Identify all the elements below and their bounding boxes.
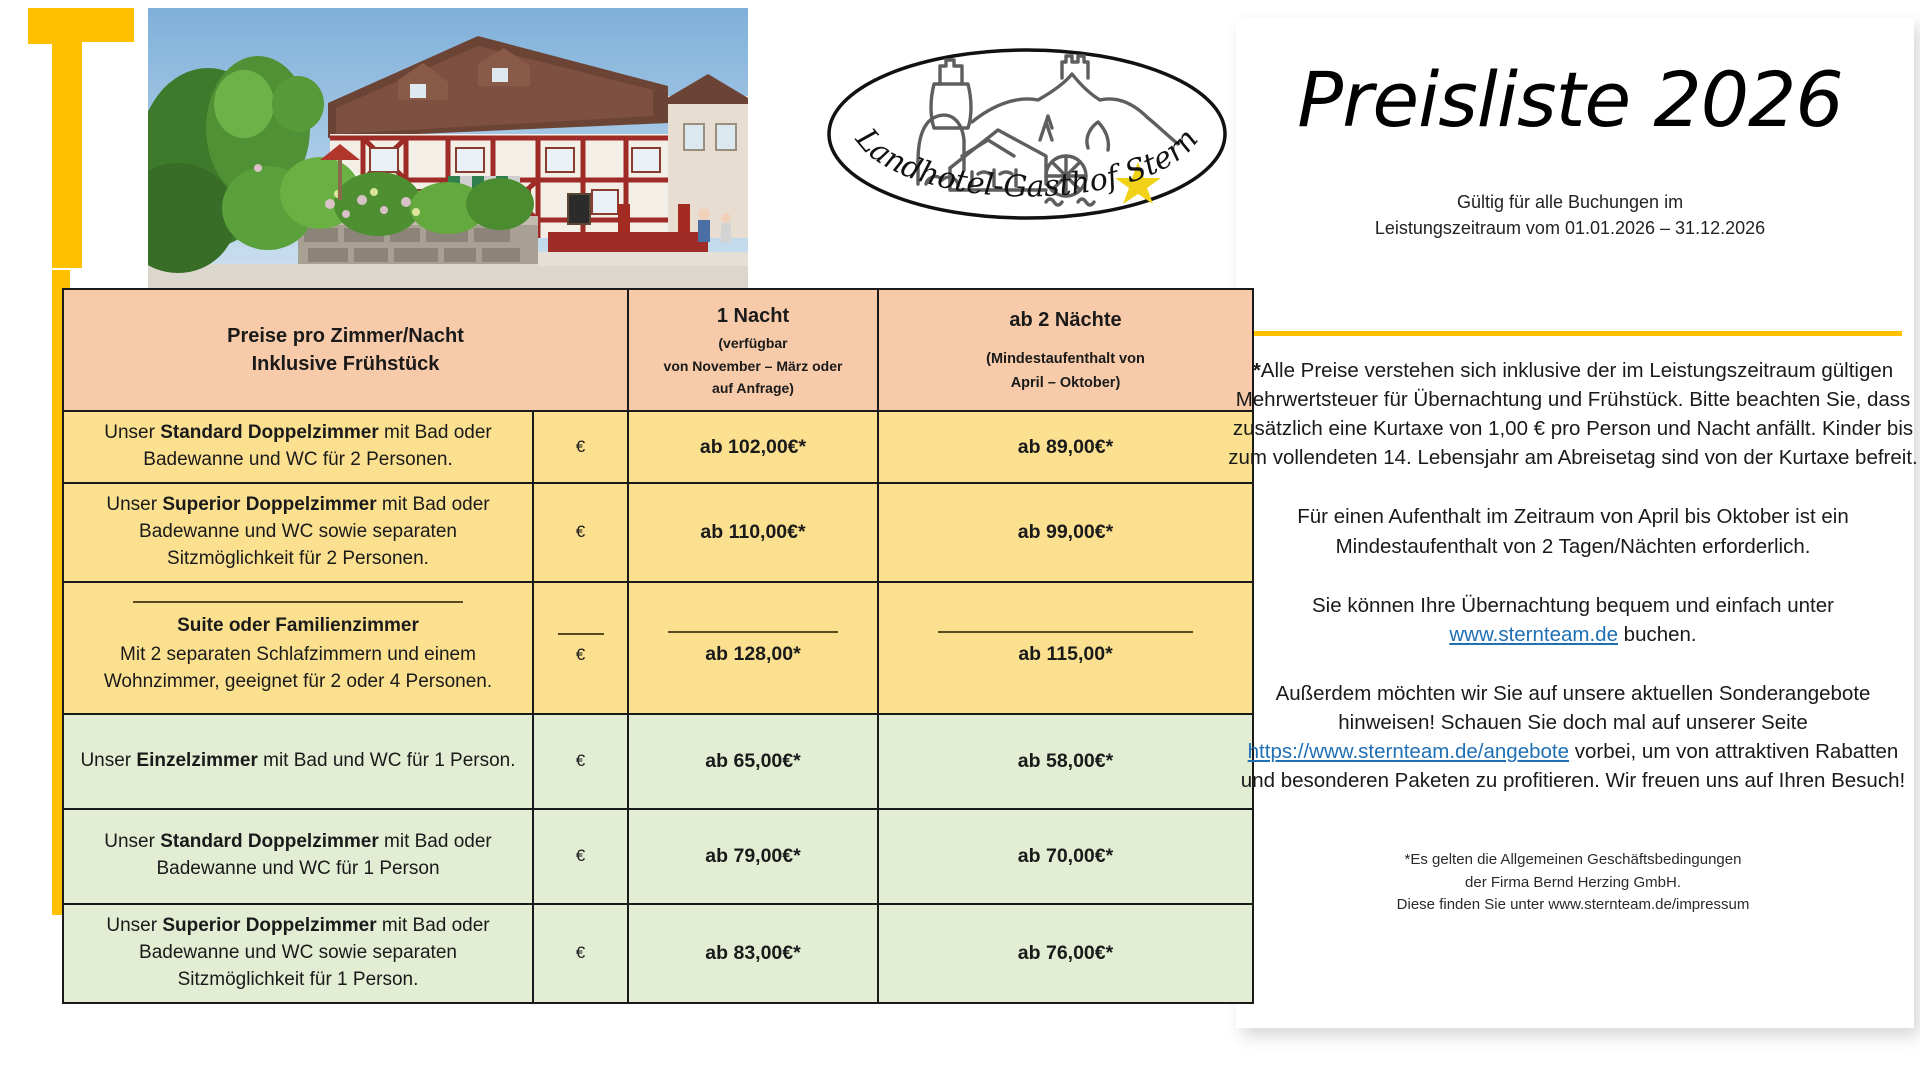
table-row: [63, 809, 1253, 904]
row-description: [63, 411, 533, 483]
note-paragraph-offers: [1228, 679, 1918, 795]
suite-separator-rule: [558, 633, 604, 635]
table-row: [63, 904, 1253, 1003]
desc-room-type: Superior Doppelzimmer: [162, 914, 377, 936]
fineprint-line-2: der Firma Bernd Herzing GmbH.: [1465, 873, 1681, 891]
hotel-photo: [148, 8, 748, 288]
row-price-one-night: ab 83,00€*: [628, 904, 878, 1003]
landhotel-gasthof-stern-logo: [822, 44, 1232, 224]
table-row: [63, 483, 1253, 582]
row-description: [63, 809, 533, 904]
currency-symbol: €: [575, 644, 586, 664]
row-price-two-nights: ab 99,00€*: [878, 483, 1253, 582]
row-currency: €: [533, 411, 628, 483]
desc-suffix: mit Bad oder Badewanne und WC sowie separaten Sitzmöglichkeit für 2 Personen.: [139, 494, 490, 569]
desc-room-type: Einzelzimmer: [136, 749, 258, 771]
page-title: Preisliste 2026: [1297, 55, 1843, 144]
desc-room-type: Standard Doppelzimmer: [160, 831, 379, 853]
booking-text-before: Sie können Ihre Übernachtung bequem und einfach unter: [1312, 593, 1834, 617]
header-one-night-sub-3: auf Anfrage): [712, 380, 794, 397]
row-price-one-night: ab 110,00€*: [628, 483, 878, 582]
fineprint-line-1: *Es gelten die Allgemeinen Geschäftsbedingungen: [1404, 851, 1742, 869]
price-table-body: [63, 411, 1253, 1003]
row-currency: €: [533, 904, 628, 1003]
desc-prefix: Unser: [106, 494, 163, 515]
row-currency: €: [533, 714, 628, 809]
offers-text-after: vorbei, um von attraktiven Rabatten und besonderen Paketen zu profitieren. Wir freuen uns auf Ihren Besuch!: [1240, 740, 1906, 793]
validity-line-1: Gültig für alle Buchungen im: [1456, 191, 1684, 212]
note-paragraph-minimum-stay: Für einen Aufenthalt im Zeitraum von April bis Oktober ist ein Mindestaufenthalt von 2 Tagen/Nächten erforderlich.: [1297, 505, 1849, 558]
table-row-suite: [63, 582, 1253, 714]
notes-panel: [1228, 356, 1918, 917]
price-table-head: [63, 289, 1253, 411]
accent-bar-left: [52, 8, 82, 268]
accent-notch: [82, 42, 142, 270]
desc-room-type: Standard Doppelzimmer: [160, 422, 379, 444]
angebote-website-link[interactable]: https://www.sternteam.de/angebote: [1247, 740, 1570, 764]
header-two-nights-title: ab 2 Nächte: [1009, 309, 1122, 332]
row-currency: €: [533, 483, 628, 582]
suite-separator-rule: [938, 631, 1193, 633]
header-one-night-sub-2: von November – März oder: [663, 357, 843, 374]
desc-prefix: Unser: [106, 914, 163, 936]
price-value: ab 128,00*: [705, 643, 801, 666]
header-desc-line-1: Preise pro Zimmer/Nacht: [227, 325, 464, 347]
row-price-one-night: ab 65,00€*: [628, 714, 878, 809]
table-header-row: [63, 289, 1253, 411]
row-currency: [533, 582, 628, 714]
suite-title: Suite oder Familienzimmer: [177, 615, 419, 637]
desc-suffix: mit Bad oder Badewanne und WC für 2 Personen.: [143, 422, 492, 470]
offers-text-before: Außerdem möchten wir Sie auf unsere aktuellen Sonderangebote hinweisen! Schauen Sie doch mal auf unserer Seite: [1275, 681, 1871, 734]
validity-line-2: Leistungszeitraum vom 01.01.2026 – 31.12.2026: [1374, 217, 1766, 238]
desc-suffix: mit Bad und WC für 1 Person.: [257, 749, 516, 771]
desc-prefix: Unser: [104, 422, 161, 444]
header-one-night-sub-1: (verfügbar: [718, 334, 788, 351]
desc-prefix: Unser: [80, 749, 137, 771]
row-description: [63, 582, 533, 714]
title-block: [1230, 55, 1910, 241]
desc-room-type: Superior Doppelzimmer: [162, 494, 377, 515]
booking-text-after: buchen.: [1617, 622, 1697, 646]
row-price-two-nights: [878, 582, 1253, 714]
sternteam-website-link[interactable]: www.sternteam.de: [1449, 622, 1618, 646]
fineprint-block: [1228, 849, 1918, 917]
validity-subtitle: [1230, 189, 1910, 241]
price-value: ab 115,00*: [1018, 643, 1113, 666]
note-paragraph-booking: [1228, 591, 1918, 649]
row-price-two-nights: ab 76,00€*: [878, 904, 1253, 1003]
row-description: [63, 483, 533, 582]
row-price-one-night: ab 102,00€*: [628, 411, 878, 483]
header-desc-line-2: Inklusive Frühstück: [251, 353, 440, 375]
desc-suffix: mit Bad oder Badewanne und WC sowie separaten Sitzmöglichkeit für 1 Person.: [139, 914, 490, 990]
row-price-one-night: [628, 582, 878, 714]
desc-suffix: mit Bad oder Badewanne und WC für 1 Person: [156, 831, 492, 880]
row-price-two-nights: ab 89,00€*: [878, 411, 1253, 483]
header-two-nights-sub-1: (Mindestaufenthalt von: [986, 351, 1145, 368]
suite-separator-rule: [668, 631, 838, 633]
header-cell-description: [63, 289, 628, 411]
header-one-night-title: 1 Nacht: [716, 304, 790, 327]
table-row: [63, 411, 1253, 483]
accent-rule-right: [1252, 331, 1902, 336]
note-prices-text: Alle Preise verstehen sich inklusive der im Leistungszeitraum gültigen Mehrwertsteuer für Übernachtung und Frühstück. Bitte beachten Sie, dass zusätzlich eine Kurtaxe von 1,00 € pro Person und Nacht anfällt. Kinder bis zum vollendeten 14. Lebensjahr am Abreisetag sind von der Kurtaxe befreit.: [1228, 359, 1918, 470]
note-paragraph-prices: [1228, 356, 1918, 472]
desc-prefix: Unser: [104, 831, 161, 853]
row-price-two-nights: ab 58,00€*: [878, 714, 1253, 809]
suite-separator-rule: [133, 601, 463, 603]
header-two-nights-sub-2: April – Oktober): [1010, 375, 1121, 391]
table-row: [63, 714, 1253, 809]
header-cell-two-nights: [878, 289, 1253, 411]
row-currency: €: [533, 809, 628, 904]
row-description: [63, 904, 533, 1003]
desc-suffix: Mit 2 separaten Schlafzimmern und einem Wohnzimmer, geeignet für 2 oder 4 Personen.: [103, 644, 493, 693]
row-price-one-night: ab 79,00€*: [628, 809, 878, 904]
note-asterisk: *: [1252, 359, 1261, 382]
svg-text:Landhotel-Gasthof Stern: Landhotel-Gasthof Stern: [848, 122, 1206, 205]
row-price-two-nights: ab 70,00€*: [878, 809, 1253, 904]
header-cell-one-night: [628, 289, 878, 411]
price-table: [62, 288, 1254, 1004]
row-description: [63, 714, 533, 809]
fineprint-line-3: Diese finden Sie unter www.sternteam.de/impressum: [1396, 896, 1750, 914]
